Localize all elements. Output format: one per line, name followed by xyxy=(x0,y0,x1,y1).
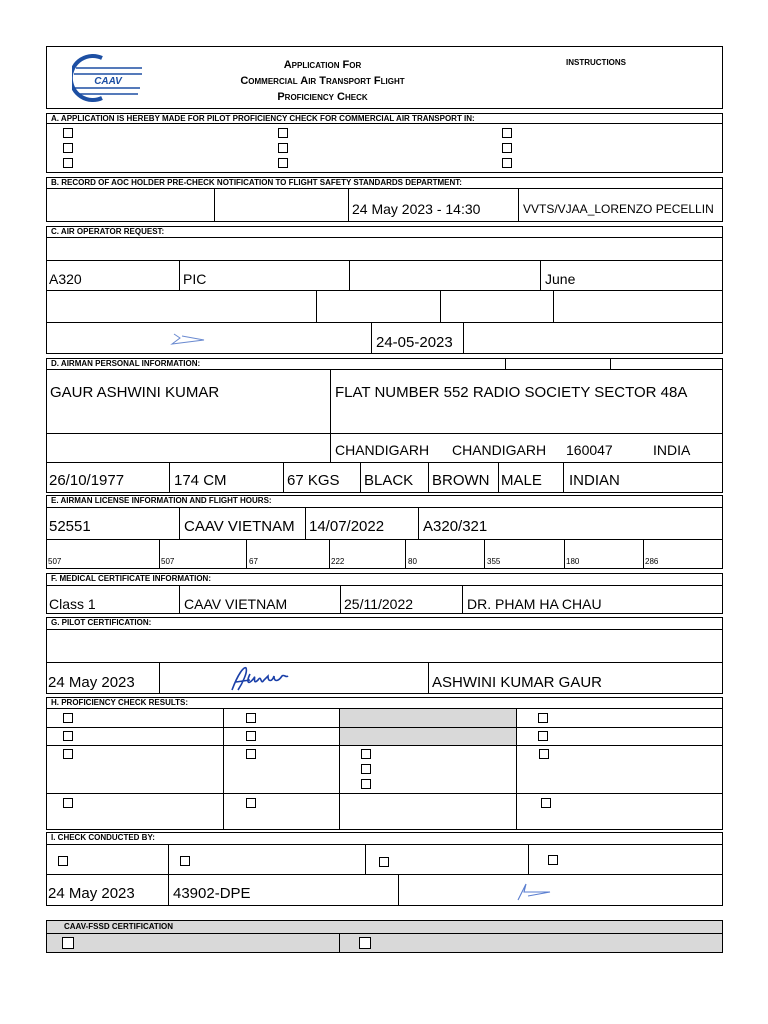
form-title-line1: Application For xyxy=(283,59,362,71)
medical-authority[interactable]: CAAV VIETNAM xyxy=(184,596,288,612)
airman-eyes[interactable]: BROWN xyxy=(432,472,490,489)
aircraft-type[interactable]: A320 xyxy=(49,271,82,287)
license-authority[interactable]: CAAV VIETNAM xyxy=(184,518,295,535)
medical-class[interactable]: Class 1 xyxy=(49,596,96,612)
checkbox-a7[interactable] xyxy=(502,128,512,138)
section-f-heading: F. MEDICAL CERTIFICATE INFORMATION: xyxy=(51,574,211,583)
airman-sex[interactable]: MALE xyxy=(501,472,542,489)
instructions-link[interactable]: INSTRUCTIONS xyxy=(566,58,626,67)
checkbox-a8[interactable] xyxy=(502,143,512,153)
operator-signature xyxy=(170,330,210,350)
checkbox-h1[interactable] xyxy=(63,713,73,723)
pilot-position[interactable]: PIC xyxy=(183,271,207,287)
section-b-heading: B. RECORD OF AOC HOLDER PRE-CHECK NOTIFICATION TO FLIGHT SAFETY STANDARDS DEPARTMENT: xyxy=(51,178,462,187)
caav-logo xyxy=(72,54,144,102)
checkbox-h5[interactable] xyxy=(246,731,256,741)
section-c-heading: C. AIR OPERATOR REQUEST: xyxy=(51,227,165,236)
checkbox-a1[interactable] xyxy=(63,128,73,138)
checkbox-h8[interactable] xyxy=(246,749,256,759)
airman-city[interactable]: CHANDIGARH xyxy=(335,442,430,458)
checkbox-i4[interactable] xyxy=(548,855,558,865)
checkbox-i1[interactable] xyxy=(58,856,68,866)
hours-cross-country[interactable]: 80 xyxy=(408,557,417,566)
airman-nationality[interactable]: INDIAN xyxy=(569,472,620,489)
section-i-heading: I. CHECK CONDUCTED BY: xyxy=(51,833,155,842)
hours-sic[interactable]: 180 xyxy=(566,557,580,566)
checkbox-a4[interactable] xyxy=(278,128,288,138)
checkbox-h12[interactable] xyxy=(539,749,549,759)
hours-instrument[interactable]: 67 xyxy=(249,557,258,566)
checkbox-h11[interactable] xyxy=(361,779,371,789)
airman-country[interactable]: INDIA xyxy=(653,442,691,458)
form-title-line3: Proficiency Check xyxy=(277,91,368,103)
pilot-signature xyxy=(228,664,298,694)
airman-name[interactable]: GAUR ASHWINI KUMAR xyxy=(50,384,220,401)
svg-text:CAAV: CAAV xyxy=(94,76,122,87)
checkbox-h6[interactable] xyxy=(538,731,548,741)
checkbox-h14[interactable] xyxy=(246,798,256,808)
section-j-heading: CAAV-FSSD CERTIFICATION xyxy=(64,922,174,931)
notification-reference[interactable]: VVTS/VJAA_LORENZO PECELLIN xyxy=(523,202,714,216)
checkbox-h2[interactable] xyxy=(246,713,256,723)
form-title-line2: Commercial Air Transport Flight xyxy=(240,75,405,87)
check-date[interactable]: 24 May 2023 xyxy=(48,885,135,902)
checkbox-a5[interactable] xyxy=(278,143,288,153)
check-month[interactable]: June xyxy=(545,271,576,287)
medical-date[interactable]: 25/11/2022 xyxy=(344,596,414,612)
hours-multi[interactable]: 507 xyxy=(161,557,175,566)
checkbox-h7[interactable] xyxy=(63,749,73,759)
checkbox-j2[interactable] xyxy=(359,937,371,949)
checkbox-h13[interactable] xyxy=(63,798,73,808)
checkbox-i3[interactable] xyxy=(379,857,389,867)
request-date[interactable]: 24-05-2023 xyxy=(376,334,453,351)
pilot-cert-date[interactable]: 24 May 2023 xyxy=(48,674,135,691)
license-number[interactable]: 52551 xyxy=(49,518,91,535)
notification-datetime[interactable]: 24 May 2023 - 14:30 xyxy=(352,201,481,217)
medical-examiner[interactable]: DR. PHAM HA CHAU xyxy=(467,596,602,612)
hours-total[interactable]: 507 xyxy=(48,557,62,566)
checkbox-h10[interactable] xyxy=(361,764,371,774)
pilot-printed-name[interactable]: ASHWINI KUMAR GAUR xyxy=(432,674,603,691)
checkbox-j1[interactable] xyxy=(62,937,74,949)
section-a-heading: A. APPLICATION IS HEREBY MADE FOR PILOT PROFICIENCY CHECK FOR COMMERCIAL AIR TRANSPORT IN: xyxy=(51,114,475,123)
airman-weight[interactable]: 67 KGS xyxy=(287,472,340,489)
hours-pic[interactable]: 355 xyxy=(487,557,501,566)
checkbox-a9[interactable] xyxy=(502,158,512,168)
hours-night[interactable]: 222 xyxy=(331,557,345,566)
section-d-heading: D. AIRMAN PERSONAL INFORMATION: xyxy=(51,359,201,368)
hours-type[interactable]: 286 xyxy=(645,557,659,566)
checkbox-a6[interactable] xyxy=(278,158,288,168)
airman-dob[interactable]: 26/10/1977 xyxy=(49,472,125,489)
checkbox-h9[interactable] xyxy=(361,749,371,759)
airman-hair[interactable]: BLACK xyxy=(364,472,414,489)
examiner-signature xyxy=(516,880,556,904)
checkbox-h3[interactable] xyxy=(538,713,548,723)
checkbox-h15[interactable] xyxy=(541,798,551,808)
section-h-heading: H. PROFICIENCY CHECK RESULTS: xyxy=(51,698,189,707)
examiner-id[interactable]: 43902-DPE xyxy=(173,885,251,902)
license-issue-date[interactable]: 14/07/2022 xyxy=(309,518,385,535)
airman-height[interactable]: 174 CM xyxy=(174,472,227,489)
section-e-heading: E. AIRMAN LICENSE INFORMATION AND FLIGHT HOURS: xyxy=(51,496,272,505)
checkbox-i2[interactable] xyxy=(180,856,190,866)
airman-state[interactable]: CHANDIGARH xyxy=(452,442,547,458)
checkbox-a3[interactable] xyxy=(63,158,73,168)
airman-postcode[interactable]: 160047 xyxy=(566,442,613,458)
airman-address[interactable]: FLAT NUMBER 552 RADIO SOCIETY SECTOR 48A xyxy=(335,384,688,401)
type-rating[interactable]: A320/321 xyxy=(423,518,488,535)
checkbox-a2[interactable] xyxy=(63,143,73,153)
checkbox-h4[interactable] xyxy=(63,731,73,741)
section-g-heading: G. PILOT CERTIFICATION: xyxy=(51,618,152,627)
